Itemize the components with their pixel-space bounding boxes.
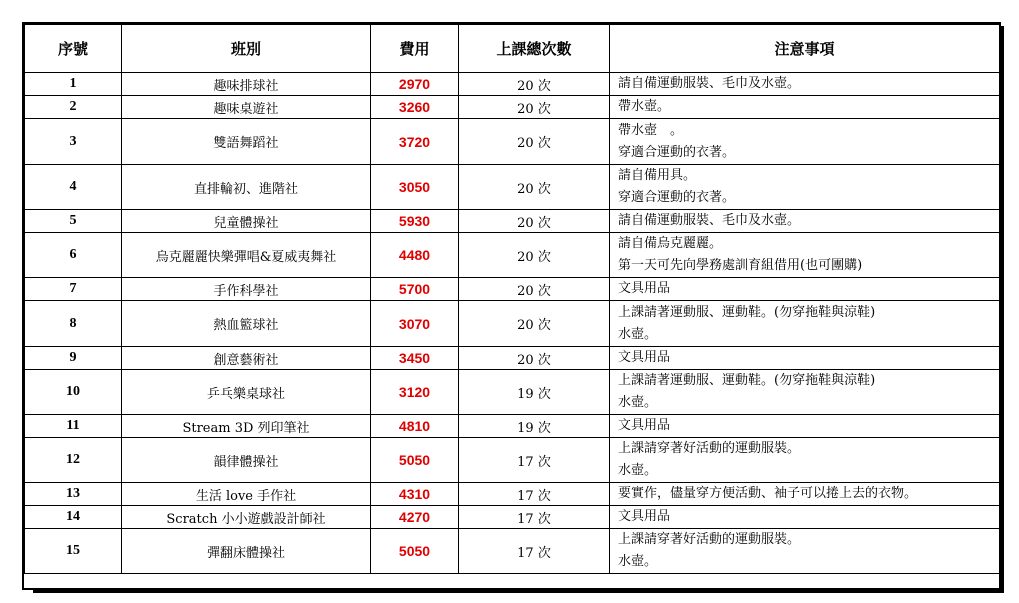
note-line: 帶水壺 。 xyxy=(618,122,684,138)
club-name: 雙語舞蹈社 xyxy=(122,119,371,165)
club-notes xyxy=(610,370,1000,415)
club-fee: 4270 xyxy=(371,506,459,529)
session-count: 19 次 xyxy=(459,415,610,438)
club-notes xyxy=(610,438,1000,483)
club-name: 烏克麗麗快樂彈唱&夏威夷舞社 xyxy=(122,233,371,278)
club-name: 生活 love 手作社 xyxy=(122,483,371,506)
club-name: 兒童體操社 xyxy=(122,210,371,233)
note-line: 上課請穿著好活動的運動服裝。 xyxy=(618,441,801,456)
note-line: 要實作，儘量穿方便活動、袖子可以捲上去的衣物。 xyxy=(618,486,918,501)
club-notes xyxy=(610,301,1000,347)
table-header-row xyxy=(25,25,1000,73)
table-row xyxy=(25,210,1000,233)
table-row xyxy=(25,370,1000,415)
club-fee: 5050 xyxy=(371,438,459,483)
club-notes xyxy=(610,210,1000,233)
note-line: 穿適合運動的衣著。 xyxy=(618,144,736,160)
session-count: 17 次 xyxy=(459,529,610,574)
header-no: 序號 xyxy=(25,25,122,73)
row-number: 12 xyxy=(25,438,122,483)
note-line: 請自備用具。 xyxy=(618,168,697,183)
row-number: 2 xyxy=(25,96,122,119)
session-count: 17 次 xyxy=(459,483,610,506)
row-number: 6 xyxy=(25,233,122,278)
club-name: 乒乓樂桌球社 xyxy=(122,370,371,415)
club-fee: 3720 xyxy=(371,119,459,165)
note-line: 帶水壺。 xyxy=(618,99,671,114)
row-number: 4 xyxy=(25,165,122,210)
club-name: 熱血籃球社 xyxy=(122,301,371,347)
club-notes xyxy=(610,233,1000,278)
table-row xyxy=(25,529,1000,574)
club-fee: 5700 xyxy=(371,278,459,301)
row-number: 8 xyxy=(25,301,122,347)
table-shadow-right xyxy=(1001,26,1004,593)
session-count: 20 次 xyxy=(459,301,610,347)
note-line: 請自備運動服裝、毛巾及水壺。 xyxy=(618,213,801,228)
table-row xyxy=(25,483,1000,506)
club-name: 彈翻床體操社 xyxy=(122,529,371,574)
row-number: 14 xyxy=(25,506,122,529)
row-number: 3 xyxy=(25,119,122,165)
note-line: 水壺。 xyxy=(618,554,658,569)
note-line: 水壺。 xyxy=(618,463,658,478)
header-count: 上課總次數 xyxy=(459,25,610,73)
club-fee: 3070 xyxy=(371,301,459,347)
row-number: 5 xyxy=(25,210,122,233)
session-count: 20 次 xyxy=(459,119,610,165)
row-number: 7 xyxy=(25,278,122,301)
table-shadow-bottom xyxy=(33,590,1004,593)
note-line: 穿適合運動的衣著。 xyxy=(618,190,736,205)
table-row xyxy=(25,415,1000,438)
table-row xyxy=(25,438,1000,483)
club-fee: 4310 xyxy=(371,483,459,506)
note-line: 文具用品 xyxy=(618,418,671,433)
club-name: 直排輪初、進階社 xyxy=(122,165,371,210)
session-count: 19 次 xyxy=(459,370,610,415)
note-line: 水壺。 xyxy=(618,395,658,410)
club-fee: 2970 xyxy=(371,73,459,96)
club-fee-table xyxy=(24,24,1000,574)
table-row xyxy=(25,233,1000,278)
club-notes xyxy=(610,165,1000,210)
club-notes xyxy=(610,96,1000,119)
row-number: 10 xyxy=(25,370,122,415)
table-row xyxy=(25,278,1000,301)
session-count: 20 次 xyxy=(459,347,610,370)
club-notes xyxy=(610,415,1000,438)
table-row xyxy=(25,96,1000,119)
club-fee: 3050 xyxy=(371,165,459,210)
club-notes xyxy=(610,506,1000,529)
club-name: 韻律體操社 xyxy=(122,438,371,483)
club-notes xyxy=(610,529,1000,574)
note-line: 文具用品 xyxy=(618,350,671,365)
club-notes xyxy=(610,483,1000,506)
table-row xyxy=(25,506,1000,529)
table-row xyxy=(25,347,1000,370)
session-count: 17 次 xyxy=(459,506,610,529)
club-notes xyxy=(610,73,1000,96)
club-fee: 3120 xyxy=(371,370,459,415)
session-count: 20 次 xyxy=(459,96,610,119)
note-line: 請自備運動服裝、毛巾及水壺。 xyxy=(618,76,801,91)
note-line: 第一天可先向學務處訓育組借用(也可團購) xyxy=(618,258,863,273)
header-notes: 注意事項 xyxy=(610,25,1000,73)
table-row xyxy=(25,73,1000,96)
club-fee: 3450 xyxy=(371,347,459,370)
row-number: 9 xyxy=(25,347,122,370)
row-number: 15 xyxy=(25,529,122,574)
club-notes xyxy=(610,119,1000,165)
session-count: 20 次 xyxy=(459,278,610,301)
club-fee: 4810 xyxy=(371,415,459,438)
table-row xyxy=(25,119,1000,165)
session-count: 20 次 xyxy=(459,233,610,278)
session-count: 20 次 xyxy=(459,210,610,233)
club-name: Stream 3D 列印筆社 xyxy=(122,415,371,438)
session-count: 17 次 xyxy=(459,438,610,483)
club-name: Scratch 小小遊戲設計師社 xyxy=(122,506,371,529)
note-line: 水壺。 xyxy=(618,326,658,342)
club-name: 手作科學社 xyxy=(122,278,371,301)
table-row xyxy=(25,301,1000,347)
header-name: 班別 xyxy=(122,25,371,73)
row-number: 11 xyxy=(25,415,122,438)
header-fee: 費用 xyxy=(371,25,459,73)
club-name: 趣味桌遊社 xyxy=(122,96,371,119)
session-count: 20 次 xyxy=(459,165,610,210)
note-line: 文具用品 xyxy=(618,509,671,524)
session-count: 20 次 xyxy=(459,73,610,96)
club-fee: 3260 xyxy=(371,96,459,119)
row-number: 1 xyxy=(25,73,122,96)
row-number: 13 xyxy=(25,483,122,506)
club-fee: 5050 xyxy=(371,529,459,574)
club-name: 創意藝術社 xyxy=(122,347,371,370)
club-name: 趣味排球社 xyxy=(122,73,371,96)
club-fee: 4480 xyxy=(371,233,459,278)
club-notes xyxy=(610,347,1000,370)
note-line: 上課請著運動服、運動鞋。(勿穿拖鞋與涼鞋) xyxy=(618,304,876,320)
club-fee: 5930 xyxy=(371,210,459,233)
note-line: 上課請穿著好活動的運動服裝。 xyxy=(618,532,801,547)
club-notes xyxy=(610,278,1000,301)
note-line: 上課請著運動服、運動鞋。(勿穿拖鞋與涼鞋) xyxy=(618,373,876,388)
note-line: 請自備烏克麗麗。 xyxy=(618,236,723,251)
table-row xyxy=(25,165,1000,210)
note-line: 文具用品 xyxy=(618,281,671,296)
